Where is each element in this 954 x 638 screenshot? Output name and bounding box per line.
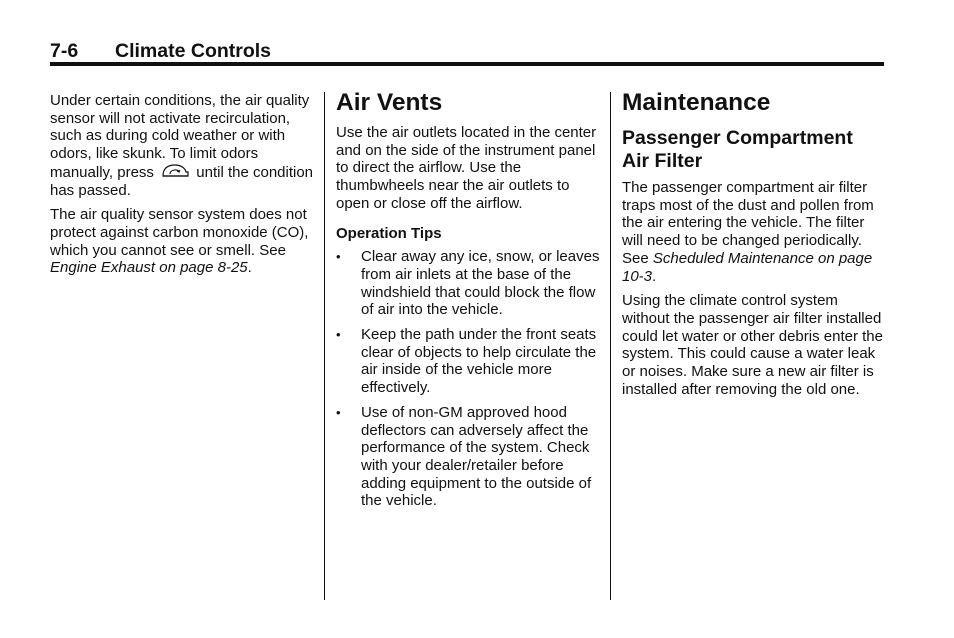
maintenance-heading: Maintenance (622, 89, 771, 116)
column-left (50, 92, 314, 284)
air-filter-heading: Passenger Compartment Air Filter (622, 127, 853, 172)
air-vents-intro: Use the air outlets located in the center and on the side of the instrument panel to direct the airflow. Use the thumbwheels near the air outlets to open or close off the airflow. (336, 124, 597, 212)
bullet-icon: • (336, 404, 341, 420)
section-title: Climate Controls (115, 40, 272, 62)
recirculation-icon (160, 163, 190, 179)
air-vents-heading: Air Vents (336, 89, 443, 116)
page-number: 7-6 (50, 40, 79, 62)
list-item: • Use of non-GM approved hood deflectors can adversely affect the performance of the system. Check with your dealer/retailer before adding equipment to the outside of the vehicle. (336, 403, 592, 510)
operation-tips-heading: Operation Tips (336, 224, 442, 242)
page-header (50, 38, 884, 66)
carbon-monoxide-paragraph: The air quality sensor system does not protect against carbon monoxide (CO), which you cannot see or smell. See Engine Exhaust on page 8-25. (50, 206, 309, 277)
air-quality-text: Under certain conditions, the air quality sensor will not activate recirculation, such as during cold weather or with odors, like skunk. To limit odors manually, press (50, 92, 310, 181)
operation-tips-list (336, 248, 600, 510)
co-text: The air quality sensor system does not protect against carbon monoxide (CO), which you cannot see or smell. See (50, 206, 309, 259)
header-rule (50, 62, 884, 66)
column-middle (336, 89, 600, 517)
filter-warning-paragraph: Using the climate control system without the passenger air filter installed could let water or other debris enter the system. This could cause a water leak or noises. Make sure a new air filter is installed after removing the old one. (622, 292, 883, 398)
column-divider-1 (324, 92, 325, 600)
bullet-icon: • (336, 249, 341, 265)
air-filter-paragraph: The passenger compartment air filter traps most of the dust and pollen from the air entering the vehicle. The filter will need to be changed periodically. See Scheduled Maintenance on page 10-3. (622, 179, 874, 285)
air-quality-text-end: until the condition has passed. (50, 163, 314, 199)
column-right (622, 89, 884, 405)
scheduled-maintenance-reference[interactable]: Scheduled Maintenance on page 10-3 (622, 249, 873, 285)
air-quality-paragraph (50, 92, 314, 199)
list-item: • Keep the path under the front seats clear of objects to help circulate the air inside of the vehicle more effectively. (336, 326, 597, 397)
list-item: • Clear away any ice, snow, or leaves from air inlets at the base of the windshield that could block the flow of air into the vehicle. (336, 248, 600, 319)
column-divider-2 (610, 92, 611, 600)
engine-exhaust-reference[interactable]: Engine Exhaust on page 8-25 (50, 259, 248, 277)
bullet-icon: • (336, 327, 341, 343)
